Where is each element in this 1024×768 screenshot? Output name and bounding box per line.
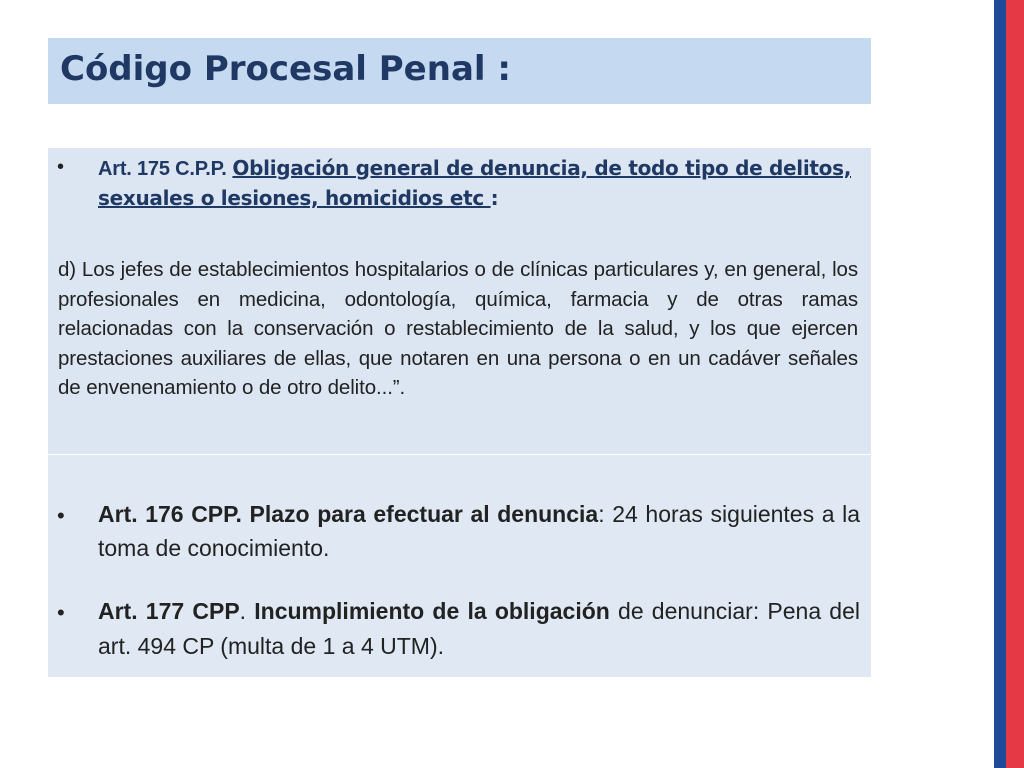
stripe-red	[1006, 0, 1024, 768]
title-banner	[48, 38, 871, 104]
art176-item	[98, 497, 860, 565]
stripe-white	[984, 0, 994, 768]
art176-bold: Art. 176 CPP. Plazo para efectuar al denuncia	[98, 501, 599, 527]
content-box-art175	[48, 148, 871, 454]
content-box-art176-177	[48, 455, 871, 677]
art175-label: Art. 175 C.P.P.	[98, 158, 227, 180]
bullet-art177: •	[57, 600, 65, 625]
art177-bold1: Art. 177 CPP	[98, 598, 240, 624]
art176-rest: : 24 horas siguientes a la toma de conocimiento.	[98, 501, 861, 561]
art177-sep: .	[239, 598, 255, 624]
art177-bold2: Incumplimiento de la obligación	[254, 598, 610, 624]
art175-heading	[98, 154, 858, 213]
slide-title: Código Procesal Penal :	[60, 49, 511, 89]
bullet-art175: •	[57, 156, 65, 178]
art175-colon: :	[490, 186, 499, 210]
bullet-art176: •	[57, 503, 65, 528]
stripe-blue	[994, 0, 1006, 768]
art175-paragraph: d) Los jefes de establecimientos hospitalarios o de clínicas particulares y, en general, los profesionales en medicina, odontología, química, farmacia y de otras ramas relacionadas con la conservación o restablecimiento de la salud, y los que ejercen prestaciones auxiliares de ellas, que notaren en una persona o en un cadáver señales de envenenamiento o de otro delito...”.	[58, 258, 858, 399]
art175-link[interactable]: Obligación general de denuncia, de todo tipo de delitos, sexuales o lesiones, homicidios etc	[98, 156, 852, 210]
art177-item	[98, 594, 860, 664]
art177-rest: de denunciar: Pena del art. 494 CP (multa de 1 a 4 UTM).	[98, 598, 861, 659]
